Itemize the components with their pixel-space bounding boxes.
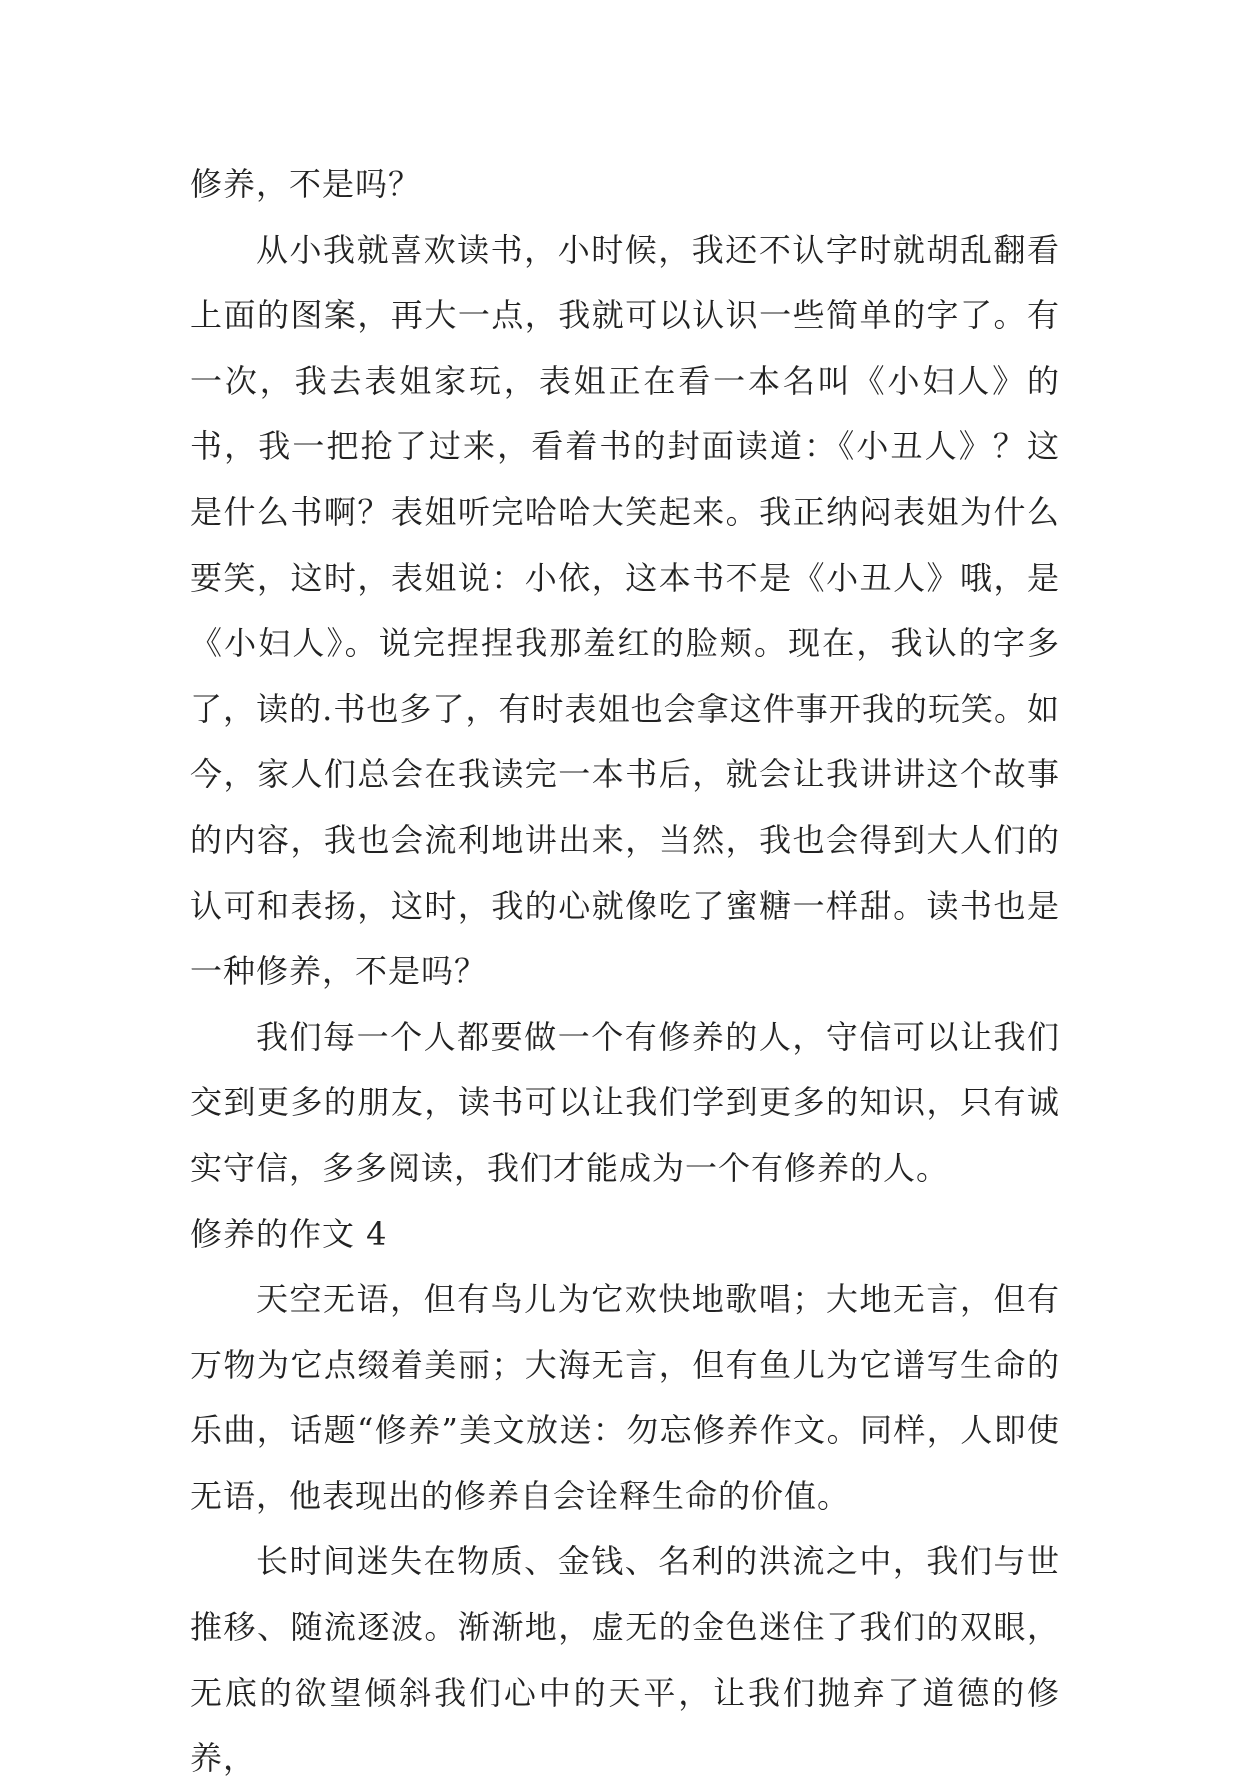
paragraph-continuation: 修养，不是吗？ (190, 165, 422, 203)
paragraph-lost-in-material: 长时间迷失在物质、金钱、名利的洪流之中，我们与世推移、随流逐波。渐渐地，虚无的金色迷住了我们的双眼，无底的欲望倾斜我们心中的天平，让我们抛弃了道德的修养， (190, 1542, 1060, 1778)
paragraph-conclusion: 我们每一个人都要做一个有修养的人，守信可以让我们交到更多的朋友，读书可以让我们学到更多的知识，只有诚实守信，多多阅读，我们才能成为一个有修养的人。 (190, 1017, 1060, 1187)
paragraph-sky-silent: 天空无语，但有鸟儿为它欢快地歌唱；大地无言，但有万物为它点缀着美丽；大海无言，但有鱼儿为它谱写生命的乐曲，话题“修养”美文放送：勿忘修养作文。同样，人即使无语，他表现出的修养自会诠释生命的价值。 (190, 1280, 1060, 1515)
paragraph-reading-story: 从小我就喜欢读书，小时候，我还不认字时就胡乱翻看上面的图案，再大一点，我就可以认识一些简单的字了。有一次，我去表姐家玩，表姐正在看一本名叫《小妇人》的书，我一把抢了过来，看着书的封面读道：《小丑人》？这是什么书啊？表姐听完哈哈大笑起来。我正纳闷表姐为什么要笑，这时，表姐说：小依，这本书不是《小丑人》哦，是《小妇人》。说完捏捏我那羞红的脸颊。现在，我认的字多了，读的.书也多了，有时表姐也会拿这件事开我的玩笑。如今，家人们总会在我读完一本书后，就会让我讲讲这个故事的内容，我也会流利地讲出来，当然，我也会得到大人们的认可和表扬，这时，我的心就像吃了蜜糖一样甜。读书也是一种修养，不是吗？ (190, 230, 1060, 991)
essay-heading: 修养的作文 4 (190, 1214, 388, 1253)
document-body (190, 152, 1060, 1792)
